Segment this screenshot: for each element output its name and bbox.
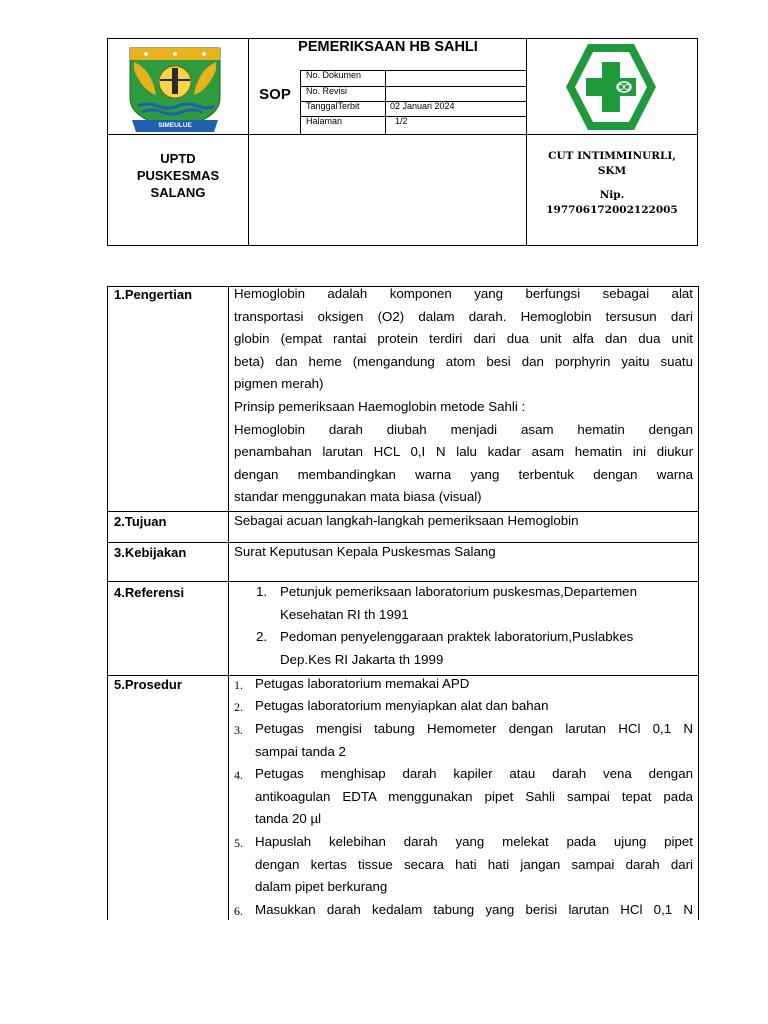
logo-banner-text: SIMEULUE <box>158 122 192 129</box>
pengertian-line: transportasi oksigen (O2) dalam darah. Hemoglobin tersusun dari <box>234 308 693 324</box>
pengertian-line: penambahan larutan HCL 0,I N lalu kadar asam hematin ini diukur <box>234 444 693 460</box>
prosedur-step-line: dalam pipet berkurang <box>255 879 388 895</box>
section-label-pengertian: 1.Pengertian <box>114 287 193 302</box>
signer-name: CUT INTIMMINURLI, SKM <box>548 150 676 177</box>
prosedur-step-line: Petugas mengisi tabung Hemometer dengan larutan HCl 0,1 N <box>255 721 693 736</box>
referensi-item-line: Pedoman penyelenggaraan praktek laboratorium,Puslabkes <box>280 629 634 644</box>
pengertian-line: Hemoglobin darah diubah menjadi asam hematin dengan <box>234 421 693 437</box>
meta-label-dokumen: No. Dokumen <box>306 70 362 80</box>
referensi-item-number: 1. <box>256 584 268 599</box>
puskesmas-logo <box>562 40 660 134</box>
regency-logo <box>122 40 228 134</box>
prosedur-step-number: 3. <box>234 723 243 737</box>
prosedur-step-line: Petugas laboratorium memakai APD <box>255 676 470 691</box>
referensi-item-line: Dep.Kes RI Jakarta th 1999 <box>280 651 444 667</box>
pengertian-text <box>234 283 693 509</box>
section-label-tujuan: 2.Tujuan <box>114 514 167 529</box>
meta-value-tanggal: 02 Januari 2024 <box>390 101 455 111</box>
prosedur-step <box>234 673 693 696</box>
pengertian-line: pigmen merah) <box>234 376 324 392</box>
pengertian-line: globin (empat rantai protein terdiri dari dua unit alfa dan dua unit <box>234 331 693 347</box>
prosedur-step <box>234 831 693 899</box>
document-title: PEMERIKSAAN HB SAHLI <box>298 39 478 55</box>
meta-label-tanggal: TanggalTerbit <box>306 101 360 111</box>
referensi-item-line: Petunjuk pemeriksaan laboratorium puskesmas,Departemen <box>280 584 637 599</box>
prosedur-step-line: tanda 20 µl <box>255 811 322 827</box>
meta-value-halaman: 1/2 <box>395 116 408 126</box>
signer-nip: 197706172002122005 <box>546 204 678 216</box>
section-label-referensi: 4.Referensi <box>114 585 185 600</box>
referensi-item <box>256 626 692 671</box>
prosedur-step <box>234 763 693 831</box>
prosedur-step-number: 2. <box>234 700 243 714</box>
doc-type-label: SOP <box>259 86 291 103</box>
meta-label-revisi: No. Revisi <box>306 86 348 96</box>
prosedur-step-line: Petugas laboratorium menyiapkan alat dan bahan <box>255 698 549 713</box>
section-label-prosedur: 5.Prosedur <box>114 677 182 692</box>
section-label-kebijakan: 3.Kebijakan <box>114 545 187 560</box>
prosedur-step-number: 4. <box>234 768 243 782</box>
prosedur-step <box>234 718 693 763</box>
signer-nip-label: Nip. <box>599 189 625 201</box>
pengertian-line: Prinsip pemeriksaan Haemoglobin metode Sahli : <box>234 398 526 414</box>
prosedur-step-line: Petugas menghisap darah kapiler atau darah vena dengan <box>255 766 693 781</box>
prosedur-step-line: Hapuslah kelebihan darah yang melekat pada ujung pipet <box>255 834 693 849</box>
meta-label-halaman: Halaman <box>306 116 343 126</box>
prosedur-step <box>234 899 693 922</box>
referensi-item-number: 2. <box>256 629 268 644</box>
prosedur-step-number: 6. <box>234 904 243 918</box>
prosedur-step-line: dengan kertas tissue secara hati hati jangan sampai darah dari <box>255 856 693 872</box>
tujuan-text: Sebagai acuan langkah-langkah pemeriksaan Hemoglobin <box>234 513 579 528</box>
referensi-item-line: Kesehatan RI th 1991 <box>280 606 409 622</box>
pengertian-line: beta) dan heme (mengandung atom besi dan porphyrin yaitu suatu <box>234 353 693 369</box>
prosedur-step <box>234 695 693 718</box>
prosedur-step-line: antikoagulan EDTA menggunakan pipet Sahli sampai tepat pada <box>255 788 693 804</box>
pengertian-line: Hemoglobin adalah komponen yang berfungsi sebagai alat <box>234 286 693 301</box>
prosedur-step-line: sampai tanda 2 <box>255 743 346 759</box>
pengertian-line: dengan membandingkan warna yang terbentuk dengan warna <box>234 466 693 482</box>
prosedur-step-line: Masukkan darah kedalam tabung yang berisi larutan HCl 0,1 N <box>255 902 693 917</box>
prosedur-step-number: 1. <box>234 678 243 692</box>
organization-name: UPTD PUSKESMAS SALANG <box>136 151 220 200</box>
kebijakan-text: Surat Keputusan Kepala Puskesmas Salang <box>234 544 496 559</box>
prosedur-step-number: 5. <box>234 836 243 850</box>
referensi-item <box>256 581 692 626</box>
pengertian-line: standar menggunakan mata biasa (visual) <box>234 489 482 505</box>
